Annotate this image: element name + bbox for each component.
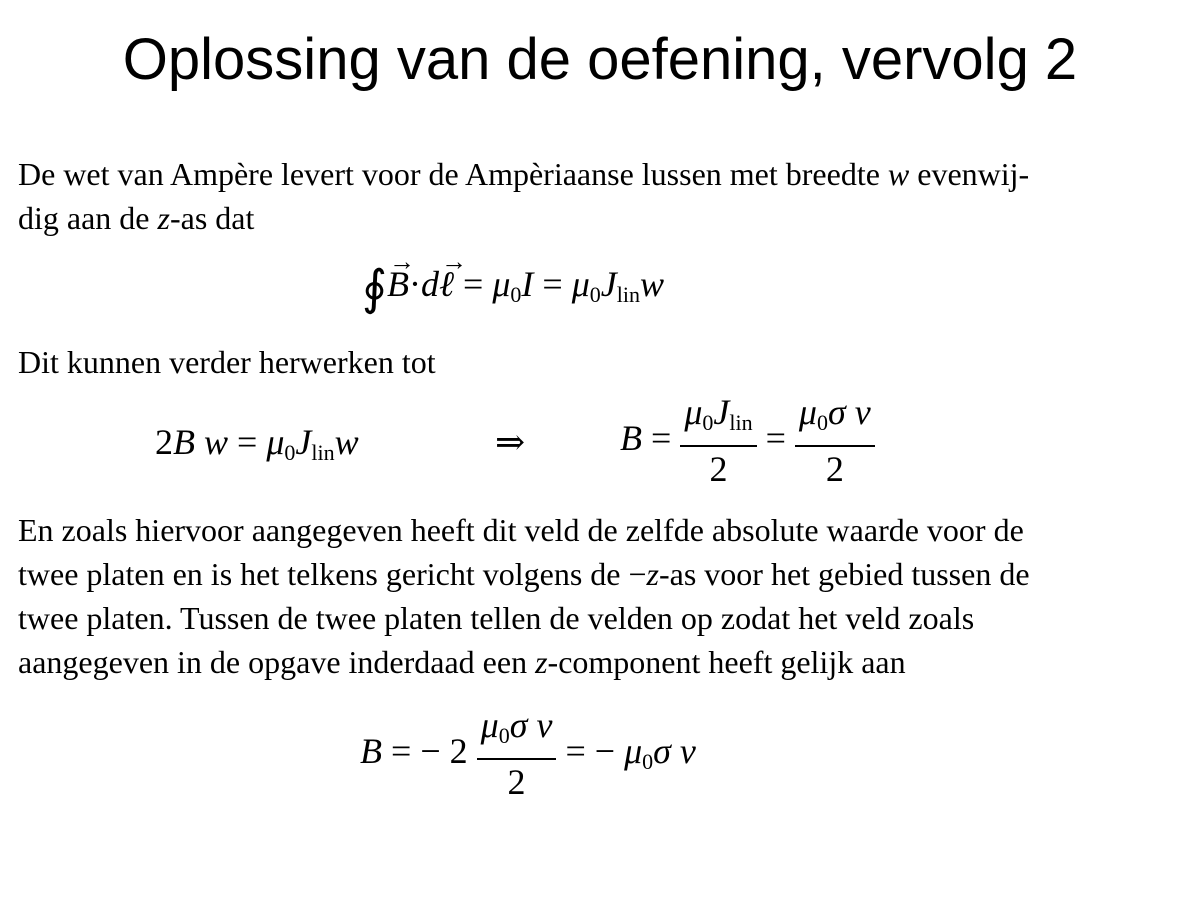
paragraph-rework: Dit kunnen verder herwerken tot [18, 344, 436, 380]
subscript-zero: 0 [510, 282, 522, 307]
equals-sign: = [651, 417, 672, 458]
subscript-zero: 0 [498, 723, 510, 748]
fraction-mu0-sigma-v-over-2: $\frac{\mu_0\sigma v}{2}$ [795, 392, 875, 491]
implies-arrow: ⇒ [495, 422, 526, 462]
text: -as voor het gebied tussen de [658, 556, 1030, 592]
subscript-lin: lin [616, 282, 641, 307]
text: -component heeft gelijk aan [547, 644, 906, 680]
equals-sign: = [542, 264, 563, 304]
text: dig aan de [18, 200, 158, 236]
equation-2Bw: 2B $w = \mu_0J_{lin}w$ [155, 422, 359, 465]
equals-sign: = [391, 730, 412, 771]
denominator: 2 [825, 449, 844, 489]
subscript-zero: 0 [817, 410, 828, 435]
var-z: z [646, 556, 659, 592]
var-z: z [157, 200, 170, 236]
equation-final-B: B = − 2 $\frac{\mu_0\sigma v}{2}$ = − $\mu_0\sigma$ v [360, 705, 696, 802]
paragraph-conclusion-line4 [18, 640, 1183, 684]
minus-two: − 2 [420, 730, 468, 771]
fraction-mu0-Jlin-over-2: $\frac{\mu_0J_{lin}}{2}$ [680, 392, 756, 491]
vector-B: → B [387, 262, 409, 306]
paragraph-conclusion-line3: twee platen. Tussen de twee platen tellen de velden op zodat het veld zoals [18, 600, 975, 636]
text: aangegeven in de opgave inderdaad een [18, 644, 536, 680]
minus-sign: − [594, 730, 616, 771]
var-z: z [535, 644, 548, 680]
subscript-zero: 0 [642, 748, 654, 774]
vector-dl: → ℓ [439, 262, 454, 306]
denominator: 2 [507, 762, 526, 802]
paragraph-ampere-intro [18, 152, 1183, 196]
equals-sign: = [463, 264, 484, 304]
paragraph-ampere-intro-line2 [18, 196, 1183, 240]
subscript-lin: lin [729, 410, 753, 435]
text: evenwij- [909, 156, 1030, 192]
paragraph-conclusion-line1: En zoals hiervoor aangegeven heeft dit veld de zelfde absolute waarde voor de [18, 512, 1024, 548]
text: -as dat [169, 200, 255, 236]
subscript-zero: 0 [284, 440, 296, 465]
equation-B-result: B = $\frac{\mu_0J_{lin}}{2}$ = $\frac{\mu_0\sigma v}{2}$ [620, 392, 875, 491]
contour-integral-symbol: ∮ [362, 262, 388, 315]
equation-ampere-law: ∮→ B·d→ ℓ = $\mu_0I = \mu_0J_{lin}w$ [362, 262, 664, 317]
text: twee platen en is het telkens gericht volgens de − [18, 556, 647, 592]
slide-title: Oplossing van de oefening, vervolg 2 [122, 27, 1078, 92]
subscript-zero: 0 [589, 282, 601, 307]
var-w: w [887, 156, 910, 192]
equals-sign: = [237, 422, 258, 462]
equals-sign: = [765, 417, 786, 458]
denominator: 2 [709, 449, 728, 489]
subscript-zero: 0 [702, 410, 714, 435]
equals-sign: = [565, 730, 586, 771]
subscript-lin: lin [311, 440, 335, 465]
paragraph-conclusion-line2 [18, 552, 1183, 596]
text: De wet van Ampère levert voor de Ampèriaanse lussen met breedte [18, 156, 888, 192]
fraction-mu0-sigma-v-over-2: $\frac{\mu_0\sigma v}{2}$ [477, 705, 557, 804]
